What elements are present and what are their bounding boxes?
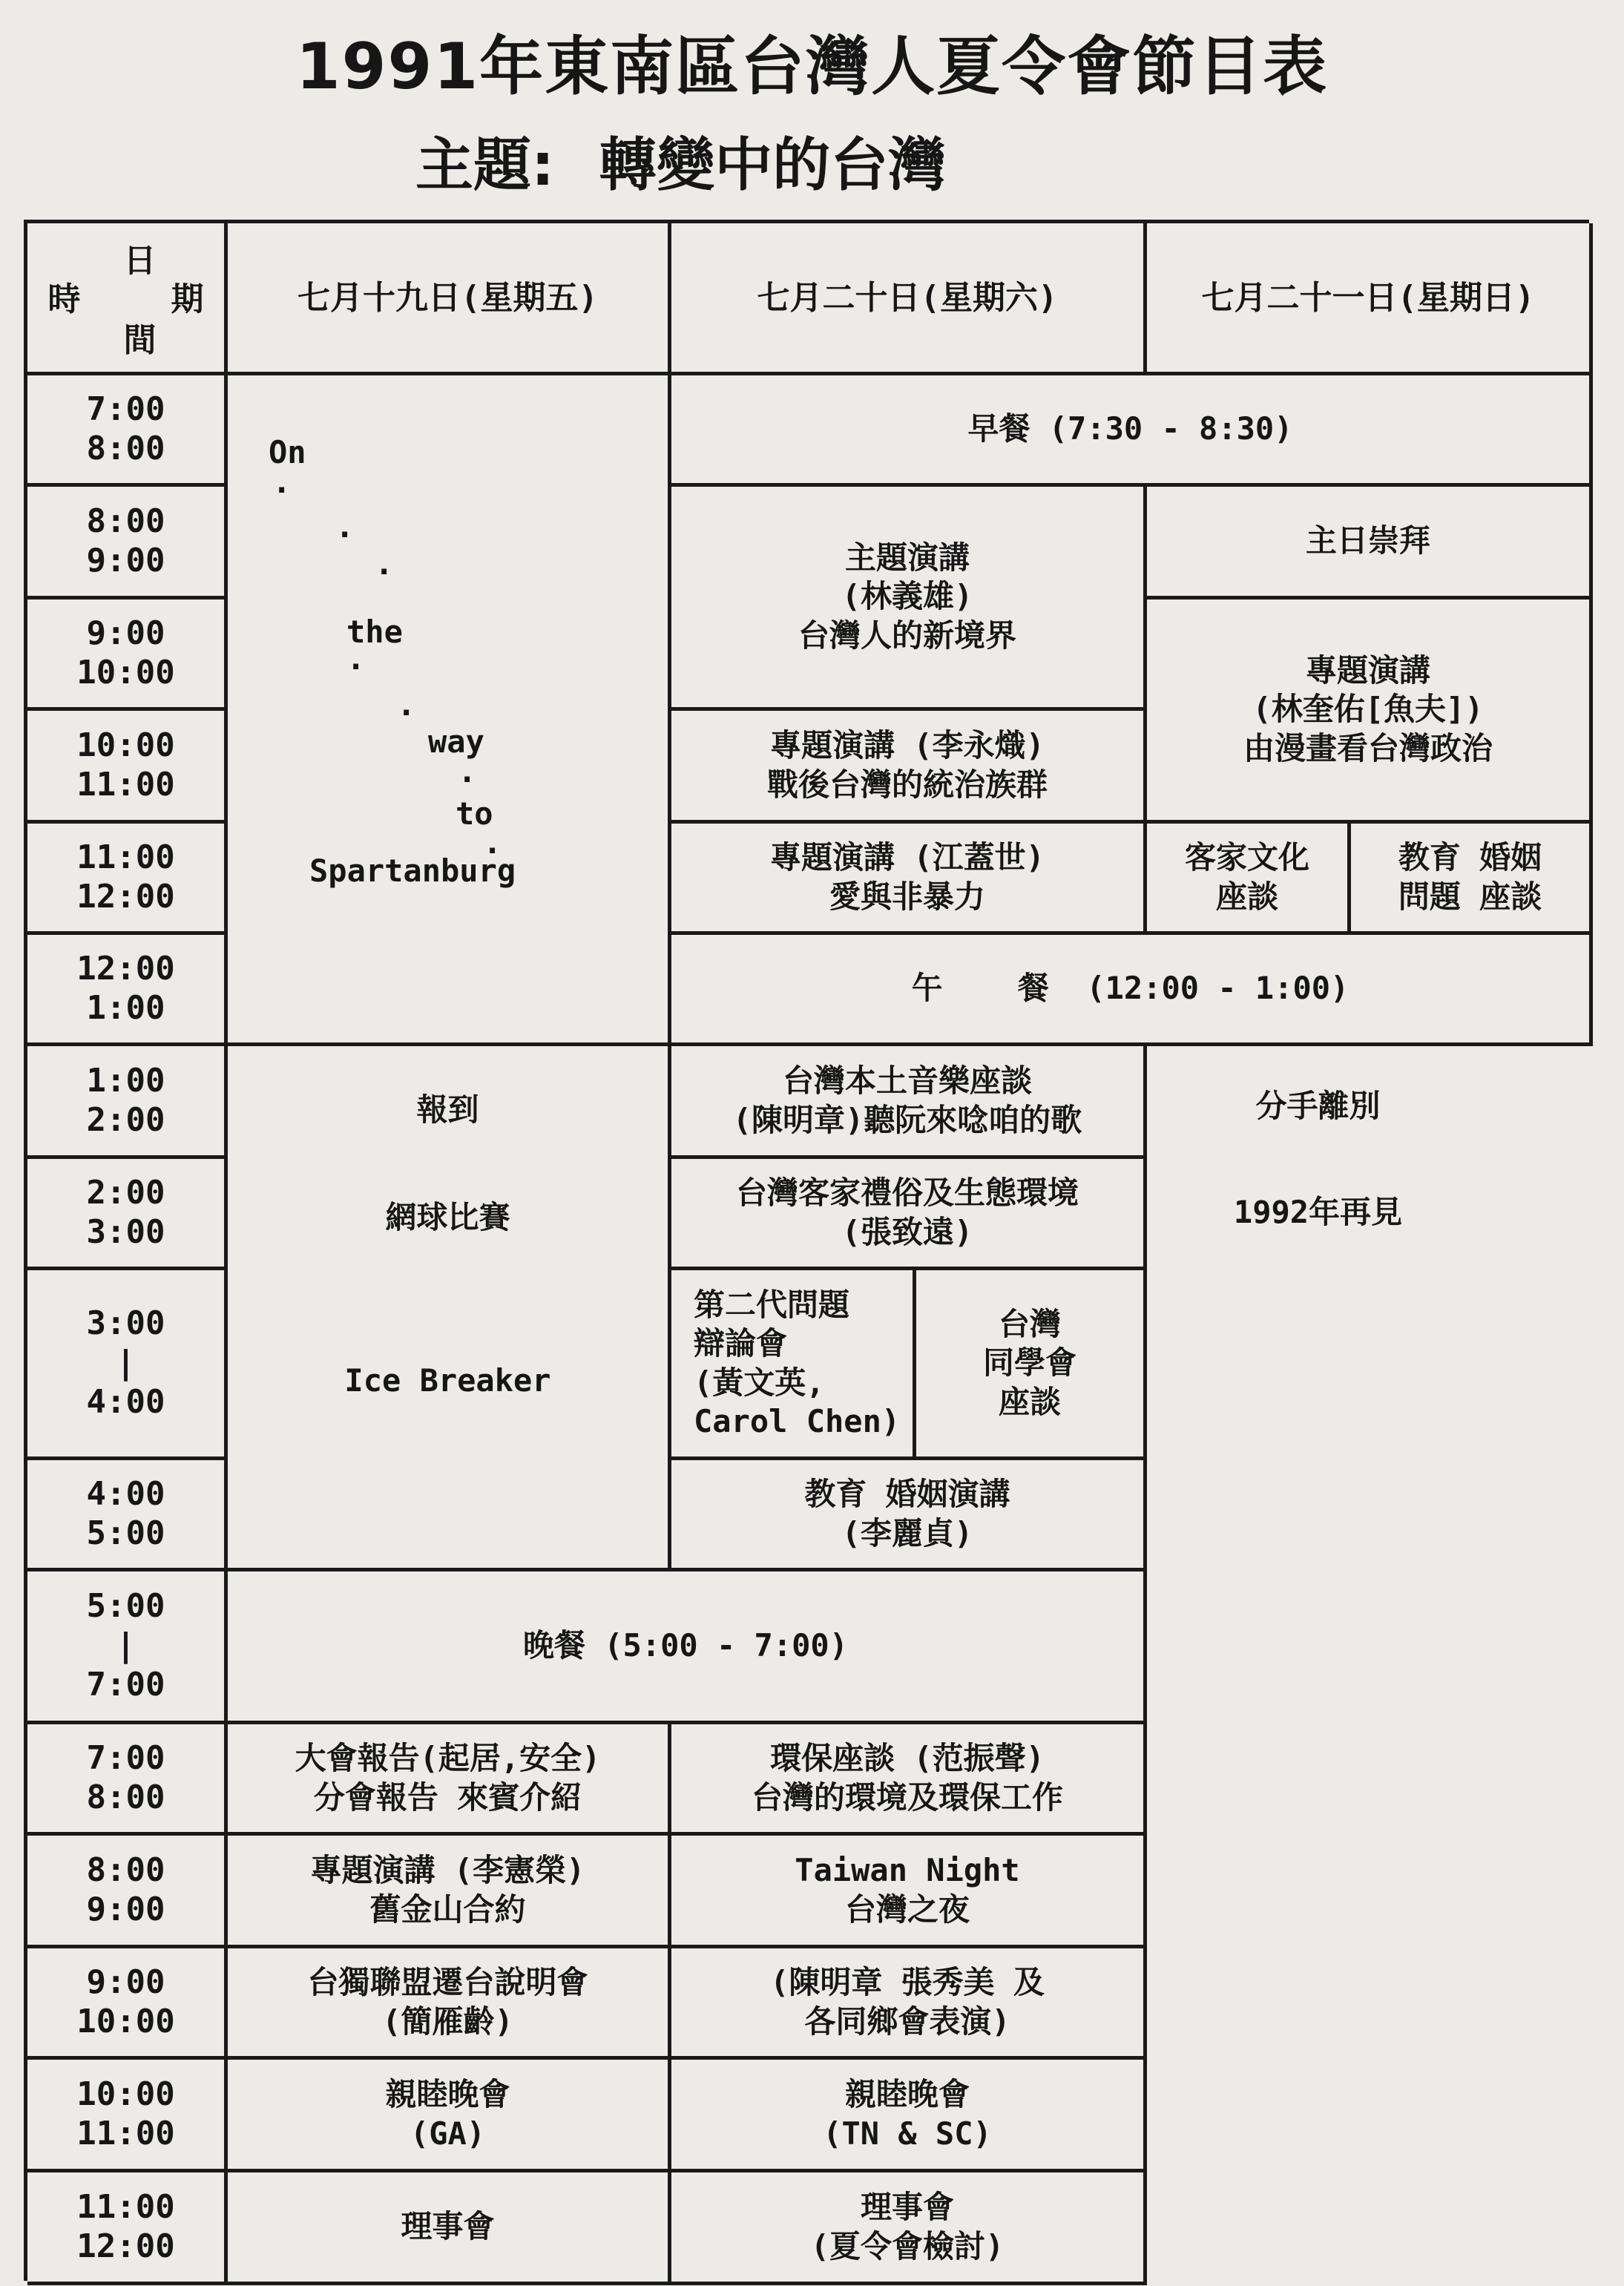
time-slot: 11:00 12:00	[27, 2172, 228, 2285]
time-slot: 10:00 11:00	[27, 2060, 228, 2172]
lunch-cell: 午 餐 (12:00 - 1:00)	[671, 935, 1593, 1046]
time-slot: 8:00 9:00	[27, 487, 228, 600]
split-cell	[671, 1270, 1147, 1460]
music-cell: 台灣本土音樂座談 (陳明章)聽阮來唸咱的歌	[671, 1046, 1147, 1159]
day1-party: 親睦晚會 (GA)	[228, 2060, 671, 2172]
worship-cell: 主日崇拜	[1147, 487, 1593, 600]
alumni-cell: 台灣 同學會 座談	[982, 1305, 1076, 1420]
header-corner	[27, 223, 228, 375]
corner-time-bottom: 間	[123, 321, 157, 359]
day1-briefing: 台獨聯盟遷台說明會 (簡雁齡)	[228, 1948, 671, 2060]
time-slot: 11:00 12:00	[27, 824, 228, 935]
on-the-way-word: Spartanburg	[309, 853, 516, 889]
day1-afternoon	[228, 1046, 671, 1571]
schedule-table	[24, 220, 1589, 2281]
on-the-way-dot: .	[375, 545, 394, 582]
day2-board-cell: 理事會 (夏令會檢討)	[671, 2172, 1147, 2285]
on-the-way-dot: .	[272, 464, 292, 500]
time-slot: 7:00 8:00	[27, 375, 228, 487]
icebreaker-text: Ice Breaker	[344, 1362, 551, 1399]
time-slot: 8:00 9:00	[27, 1836, 228, 1948]
marriage-cell: 教育 婚姻演講 (李麗貞)	[671, 1460, 1147, 1571]
hakka-cell: 台灣客家禮俗及生態環境 (張致遠)	[671, 1159, 1147, 1270]
header-day3: 七月二十一日(星期日)	[1147, 223, 1593, 375]
on-the-way-dot: .	[397, 686, 416, 723]
day1-reports: 大會報告(起居,安全) 分會報告 來賓介紹	[228, 1724, 671, 1836]
subtitle-text: 轉變中的台灣	[599, 132, 947, 199]
performance-cell: (陳明章 張秀美 及 各同鄉會表演)	[671, 1948, 1147, 2060]
on-the-way-word: way	[428, 723, 484, 760]
on-the-way-dot: .	[335, 508, 355, 545]
corner-date-top: 日	[123, 242, 157, 280]
page-title: 1991年東南區台灣人夏令會節目表	[295, 30, 1329, 104]
see-you-text: 1992年再見	[1233, 1193, 1403, 1230]
corner-time-left: 時	[47, 280, 81, 318]
day3-lecture-cell: 專題演講 (林奎佑[魚夫]) 由漫畫看台灣政治	[1147, 600, 1593, 824]
on-the-way-word: the	[346, 614, 403, 650]
tennis-text: 網球比賽	[385, 1198, 510, 1235]
time-slot: 9:00 10:00	[27, 600, 228, 711]
time-slot: 12:00 1:00	[27, 935, 228, 1046]
breakfast-cell: 早餐 (7:30 - 8:30)	[671, 375, 1593, 487]
day1-on-the-way	[228, 375, 671, 1046]
taiwan-night-cell: Taiwan Night 台灣之夜	[671, 1836, 1147, 1948]
talk-li-cell: 專題演講 (李永熾) 戰後台灣的統治族群	[671, 711, 1147, 824]
dinner-cell: 晚餐 (5:00 - 7:00)	[228, 1571, 1147, 1724]
corner-date-right: 期	[171, 280, 204, 318]
header-day2: 七月二十日(星期六)	[671, 223, 1147, 375]
env-cell: 環保座談 (范振聲) 台灣的環境及環保工作	[671, 1724, 1147, 1836]
time-slot: 2:00 3:00	[27, 1159, 228, 1270]
time-slot: 5:00 | 7:00	[27, 1571, 228, 1724]
checkin-text: 報到	[416, 1091, 479, 1128]
keynote-cell: 主題演講 (林義雄) 台灣人的新境界	[671, 487, 1147, 711]
page-subtitle	[415, 119, 946, 202]
on-the-way-dot: .	[483, 824, 502, 861]
farewell-text: 分手離別	[1255, 1088, 1381, 1124]
time-slot: 1:00 2:00	[27, 1046, 228, 1159]
on-the-way-word: to	[456, 795, 493, 832]
header-day1: 七月十九日(星期五)	[228, 223, 671, 375]
edu-marriage-cell: 教育 婚姻 問題 座談	[1351, 824, 1593, 935]
subtitle-label: 主題:	[415, 132, 555, 199]
day3-afternoon	[1147, 1046, 1593, 2285]
debate-cell: 第二代問題 辯論會 (黃文英, Carol Chen)	[671, 1270, 916, 1456]
day2-party-cell: 親睦晚會 (TN & SC)	[671, 2060, 1147, 2172]
day1-lecture: 專題演講 (李憲榮) 舊金山合約	[228, 1836, 671, 1948]
hakka-culture-cell: 客家文化 座談	[1147, 824, 1351, 935]
talk-jiang-cell: 專題演講 (江蓋世) 愛與非暴力	[671, 824, 1147, 935]
time-slot: 10:00 11:00	[27, 711, 228, 824]
on-the-way-dot: .	[458, 753, 477, 789]
time-slot: 3:00 | 4:00	[27, 1270, 228, 1460]
time-slot: 7:00 8:00	[27, 1724, 228, 1836]
time-slot: 4:00 5:00	[27, 1460, 228, 1571]
day1-board: 理事會	[228, 2172, 671, 2285]
time-slot: 9:00 10:00	[27, 1948, 228, 2060]
on-the-way-word: On	[269, 434, 306, 470]
on-the-way-dot: .	[346, 640, 366, 677]
